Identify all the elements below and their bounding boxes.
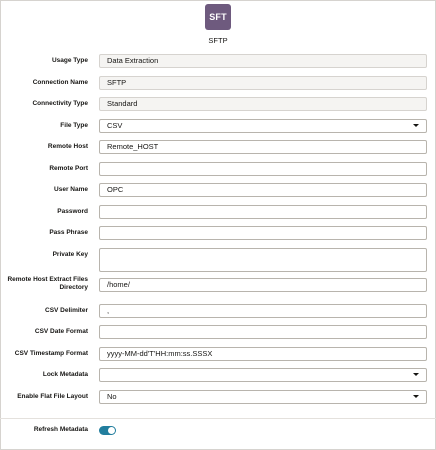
refresh-metadata-toggle[interactable] — [99, 426, 116, 435]
refresh-metadata-row — [0, 425, 436, 439]
connection-name-field: SFTP — [99, 76, 427, 90]
file-type-row — [0, 119, 436, 133]
csv-timestamp-format-input[interactable]: yyyy-MM-dd'T'HH:mm:ss.SSSX — [99, 347, 427, 361]
csv-delimiter-label: CSV Delimiter — [45, 307, 88, 314]
password-label: Password — [57, 208, 88, 215]
private-key-label: Private Key — [52, 251, 88, 258]
pass-phrase-input[interactable] — [99, 226, 427, 240]
flat-file-layout-select[interactable] — [99, 390, 427, 404]
connection-type-title: SFTP — [208, 36, 228, 45]
usage-type-row — [0, 54, 436, 68]
csv-date-format-label: CSV Date Format — [34, 328, 88, 335]
private-key-row — [0, 248, 436, 262]
flat-file-layout-row — [0, 390, 436, 404]
remote-port-label: Remote Port — [49, 165, 88, 172]
connectivity-type-field: Standard — [99, 97, 427, 111]
lock-metadata-row — [0, 368, 436, 382]
private-key-textarea[interactable] — [99, 248, 427, 272]
pass-phrase-label: Pass Phrase — [49, 229, 88, 236]
refresh-metadata-label: Refresh Metadata — [33, 426, 88, 433]
csv-delimiter-input[interactable]: , — [99, 304, 427, 318]
chevron-down-icon[interactable] — [413, 395, 419, 398]
connection-name-row — [0, 76, 436, 90]
chevron-down-icon[interactable] — [413, 124, 419, 127]
lock-metadata-select[interactable] — [99, 368, 427, 382]
extract-dir-row — [0, 278, 436, 292]
remote-host-input[interactable]: Remote_HOST — [99, 140, 427, 154]
remote-host-row — [0, 140, 436, 154]
toggle-knob — [108, 427, 115, 434]
usage-type-field: Data Extraction — [99, 54, 427, 68]
extract-dir-label-line2: Directory — [59, 284, 88, 291]
user-name-input[interactable]: OPC — [99, 183, 427, 197]
connectivity-type-label: Connectivity Type — [32, 100, 88, 107]
file-type-label: File Type — [60, 122, 88, 129]
file-type-value: CSV — [107, 121, 123, 130]
extract-dir-label — [0, 276, 88, 292]
pass-phrase-row — [0, 226, 436, 240]
usage-type-label: Usage Type — [51, 57, 88, 64]
flat-file-layout-value: No — [107, 392, 117, 401]
connectivity-type-row — [0, 97, 436, 111]
csv-delimiter-row — [0, 304, 436, 318]
csv-date-format-input[interactable] — [99, 325, 427, 339]
section-divider — [0, 418, 436, 419]
extract-dir-input[interactable]: /home/ — [99, 278, 427, 292]
lock-metadata-label: Lock Metadata — [42, 371, 88, 378]
flat-file-layout-label: Enable Flat File Layout — [17, 393, 88, 400]
user-name-label: User Name — [54, 186, 88, 193]
user-name-row — [0, 183, 436, 197]
file-type-select[interactable] — [99, 119, 427, 133]
csv-timestamp-format-row — [0, 347, 436, 361]
password-input[interactable] — [99, 205, 427, 219]
csv-timestamp-format-label: CSV Timestamp Format — [14, 350, 88, 357]
extract-dir-label-line1: Remote Host Extract Files — [7, 276, 88, 283]
sftp-logo-icon: SFT — [205, 4, 231, 30]
remote-host-label: Remote Host — [47, 143, 88, 150]
password-row — [0, 205, 436, 219]
csv-date-format-row — [0, 325, 436, 339]
remote-port-row — [0, 162, 436, 176]
remote-port-input[interactable] — [99, 162, 427, 176]
connection-name-label: Connection Name — [32, 79, 88, 86]
chevron-down-icon[interactable] — [413, 373, 419, 376]
connection-header — [0, 4, 436, 45]
